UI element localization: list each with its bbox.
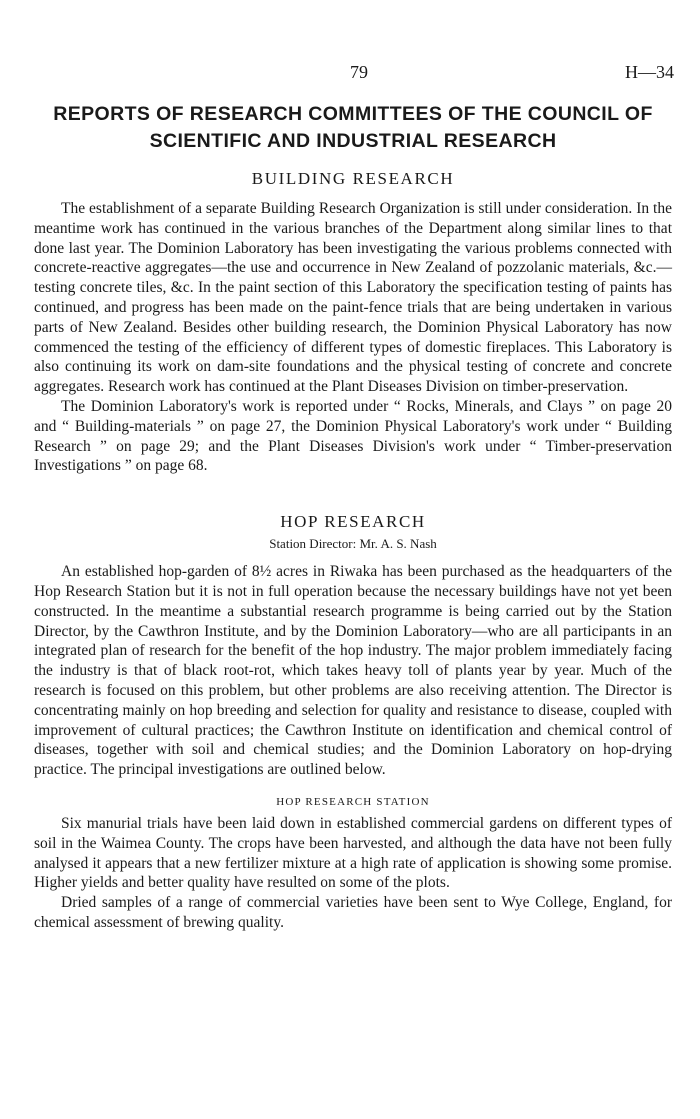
hop-research-heading: HOP RESEARCH (280, 512, 426, 532)
hop-research-paragraph-1: An established hop-garden of 8½ acres in Riwaka has been purchased as the headquarters of the Hop Research Station but it is not in full operation because the necessary buildings have not yet been constructed. In the meantime a substantial research programme is being carried out by the Station Director, by the Cawthron Institute, and by the Dominion Laboratory—who are all participants in an integrated plan of research for the benefit of the hop industry. The major problem immediately facing the industry is that of black root-rot, which takes heavy toll of plants year by year. Much of the research is focused on this problem, but other problems are also receiving attention. The Director is concentrating mainly on hop breeding and selection for quality and resistance to disease, coupled with improvement of cultural practices; the Cawthron Institute on identification and chemical control of diseases, together with soil and chemical studies; and the Dominion Laboratory on hop-drying practice. The principal investigations are outlined below. (34, 563, 672, 779)
building-research-heading: BUILDING RESEARCH (251, 169, 455, 188)
building-research-paragraph-2: The Dominion Laboratory's work is reported under “ Rocks, Minerals, and Clays ” on page 20 and “ Building-materials ” on page 27, the Dominion Physical Laboratory's work under “ Building Research ” on page 29; and the Plant Diseases Division's work under “ Timber-preservation Investigations ” on page 68. (34, 397, 672, 475)
main-title: REPORTS OF RESEARCH COMMITTEES OF THE COUNCIL OF SCIENTIFIC AND INDUSTRIAL RESEARCH (53, 103, 653, 152)
building-research-paragraph-1: The establishment of a separate Building Research Organization is still under consideration. In the meantime work has continued in the various branches of the Department along similar lines to that done last year. The Dominion Laboratory has been investigating the various problems connected with concrete-reactive aggregates—the use and occurrence in New Zealand of pozzolanic materials, &c.—testing concrete tiles, &c. In the paint section of this Laboratory the specification testing of paints has continued, and progress has been made on the paint-fence trials that are being undertaken in various parts of New Zealand. Besides other building research, the Dominion Physical Laboratory has now commenced the testing of the efficiency of different types of domestic fireplaces. This Laboratory is also continuing its work on dam-site foundations and the physical testing of concrete and concrete aggregates. Research work has continued at the Plant Diseases Division on timber-preservation. (34, 200, 672, 396)
director-name: Mr. A. S. Nash (359, 536, 437, 552)
page-number: 79 (350, 62, 368, 82)
hop-station-paragraph-1: Six manurial trials have been laid down in established commercial gardens on different types of soil in the Waimea County. The crops have been harvested, and although the data have not been fully analysed it appears that a new fertilizer mixture at a high rate of application is showing some promise. Higher yields and better quality have resulted on some of the plots. (34, 814, 672, 892)
hop-station-paragraph-2: Dried samples of a range of commercial varieties have been sent to Wye College, England, for chemical assessment of brewing quality. (34, 894, 672, 931)
station-director-line (34, 536, 672, 552)
hop-research-station-heading: HOP RESEARCH STATION (276, 795, 430, 808)
building-research-section (34, 169, 672, 476)
director-label: Station Director: (269, 536, 357, 552)
hop-research-section (34, 512, 672, 933)
document-code: H—34 (625, 62, 674, 82)
